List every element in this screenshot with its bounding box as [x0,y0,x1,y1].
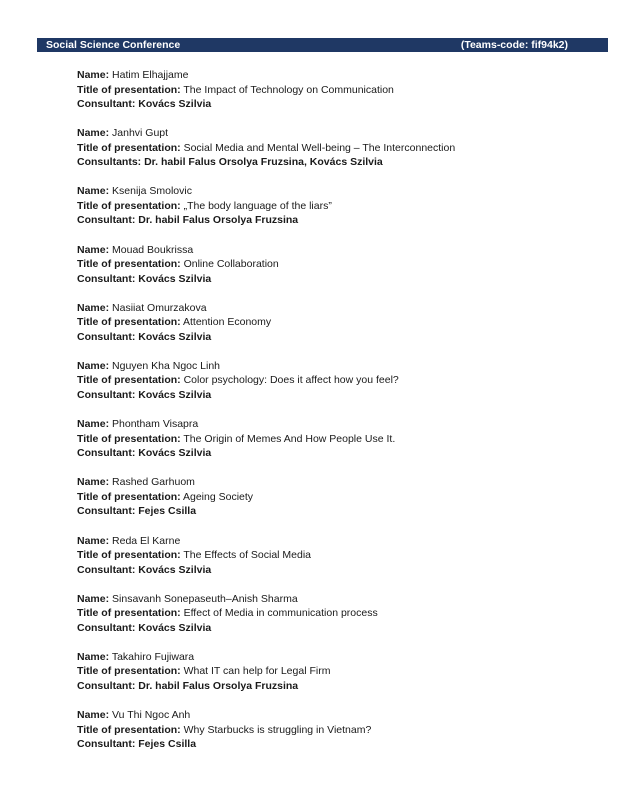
title-line [77,257,597,272]
presenter-name: Nasiiat Omurzakova [112,301,207,314]
presenter-name: Reda El Karne [112,534,181,547]
presenter-name: Ksenija Smolovic [112,185,192,198]
consultant-name: Fejes Csilla [138,738,197,751]
consultant-line [77,621,597,636]
consultant-name: Dr. habil Falus Orsolya Fruzsina [138,214,299,227]
title-label: Title of presentation: [77,549,181,561]
consultant-name: Kovács Szilvia [138,447,212,460]
presentation-entry [77,534,597,592]
consultant-label: Consultant: [77,679,136,692]
presentation-entry [77,650,597,708]
title-label: Title of presentation: [77,83,181,96]
title-line [77,723,597,738]
presentation-list [77,68,597,766]
title-line [77,315,597,330]
conference-header-bar [37,38,608,52]
title-line [77,83,597,98]
consultant-line [77,272,597,287]
presentation-title: Color psychology: Does it affect how you feel? [183,374,399,387]
name-line [77,126,597,141]
consultant-name: Kovács Szilvia [138,388,212,401]
title-line [77,606,597,621]
name-label: Name: [77,185,110,198]
teams-code: (Teams-code: fif94k2) [460,39,568,51]
title-label: Title of presentation: [77,199,181,212]
consultant-label: Consultant: [77,98,136,110]
consultant-label: Consultant: [77,330,136,343]
consultant-label: Consultant: [77,388,136,401]
name-line [77,301,597,316]
presenter-name: Nguyen Kha Ngoc Linh [112,359,221,372]
presentation-entry [77,126,597,184]
consultant-name: Kovács Szilvia [138,563,212,576]
title-line [77,490,597,505]
consultant-label: Consultant: [77,272,136,285]
title-label: Title of presentation: [77,607,181,620]
presentation-entry [77,68,597,126]
presentation-title: Attention Economy [183,316,272,329]
consultant-name: Dr. habil Falus Orsolya Fruzsina, Kovács Szilvia [144,156,383,169]
presentation-title: The Effects of Social Media [183,549,312,561]
name-line [77,475,597,490]
name-label: Name: [77,243,110,256]
consultant-label: Consultants: [77,156,142,169]
consultant-line [77,330,597,345]
consultant-label: Consultant: [77,447,136,460]
name-label: Name: [77,359,110,372]
presentation-entry [77,592,597,650]
name-label: Name: [77,418,110,431]
name-line [77,68,597,83]
title-line [77,141,597,156]
consultant-name: Kovács Szilvia [138,621,212,634]
title-label: Title of presentation: [77,258,181,271]
title-label: Title of presentation: [77,141,181,154]
presentation-entry [77,475,597,533]
presentation-title: The Origin of Memes And How People Use It. [183,432,396,445]
name-label: Name: [77,709,110,722]
presentation-title: „The body language of the liars” [183,199,332,212]
presenter-name: Rashed Garhuom [112,476,195,489]
presenter-name: Phontham Visapra [112,418,199,431]
name-label: Name: [77,476,110,489]
consultant-label: Consultant: [77,621,136,634]
presentation-title: Effect of Media in communication process [183,607,378,620]
consultant-line [77,679,597,694]
name-line [77,592,597,607]
consultant-line [77,737,597,752]
presenter-name: Vu Thi Ngoc Anh [112,709,191,722]
presentation-title: Ageing Society [183,490,254,503]
consultant-label: Consultant: [77,563,136,576]
title-label: Title of presentation: [77,490,181,503]
consultant-name: Kovács Szilvia [138,330,212,343]
name-line [77,243,597,258]
consultant-name: Kovács Szilvia [138,98,212,110]
name-label: Name: [77,534,110,547]
title-line [77,373,597,388]
name-line [77,534,597,549]
presentation-title: What IT can help for Legal Firm [183,665,331,678]
presentation-title: Why Starbucks is struggling in Vietnam? [183,723,372,736]
consultant-label: Consultant: [77,505,136,518]
presentation-entry [77,417,597,475]
name-line [77,359,597,374]
presentation-entry [77,301,597,359]
consultant-name: Dr. habil Falus Orsolya Fruzsina [138,679,299,692]
name-line [77,650,597,665]
conference-title: Social Science Conference [46,39,181,51]
consultant-name: Kovács Szilvia [138,272,212,285]
title-line [77,432,597,447]
presenter-name: Mouad Boukrissa [112,243,194,256]
presentation-entry [77,708,597,766]
presentation-title: Online Collaboration [183,258,279,271]
consultant-line [77,504,597,519]
presentation-entry [77,359,597,417]
presenter-name: Janhvi Gupt [112,127,169,140]
presentation-title: The Impact of Technology on Communication [183,83,394,96]
consultant-line [77,563,597,578]
title-label: Title of presentation: [77,723,181,736]
title-line [77,548,597,563]
title-label: Title of presentation: [77,665,181,678]
name-line [77,184,597,199]
presentation-entry [77,243,597,301]
name-line [77,417,597,432]
presenter-name: Takahiro Fujiwara [111,650,195,663]
consultant-line [77,388,597,403]
presentation-entry [77,184,597,242]
presenter-name: Sinsavanh Sonepaseuth–Anish Sharma [112,592,298,605]
consultant-line [77,446,597,461]
consultant-line [77,97,597,112]
presenter-name: Hatim Elhajjame [112,69,189,81]
name-label: Name: [77,592,110,605]
name-label: Name: [77,69,110,81]
name-label: Name: [77,650,110,663]
name-line [77,708,597,723]
name-label: Name: [77,301,110,314]
name-label: Name: [77,127,110,140]
title-label: Title of presentation: [77,316,181,329]
consultant-label: Consultant: [77,738,136,751]
title-line [77,199,597,214]
consultant-line [77,155,597,170]
consultant-name: Fejes Csilla [138,505,197,518]
title-label: Title of presentation: [77,432,181,445]
title-line [77,664,597,679]
consultant-label: Consultant: [77,214,136,227]
consultant-line [77,213,597,228]
presentation-title: Social Media and Mental Well-being – The Interconnection [183,141,456,154]
title-label: Title of presentation: [77,374,181,387]
